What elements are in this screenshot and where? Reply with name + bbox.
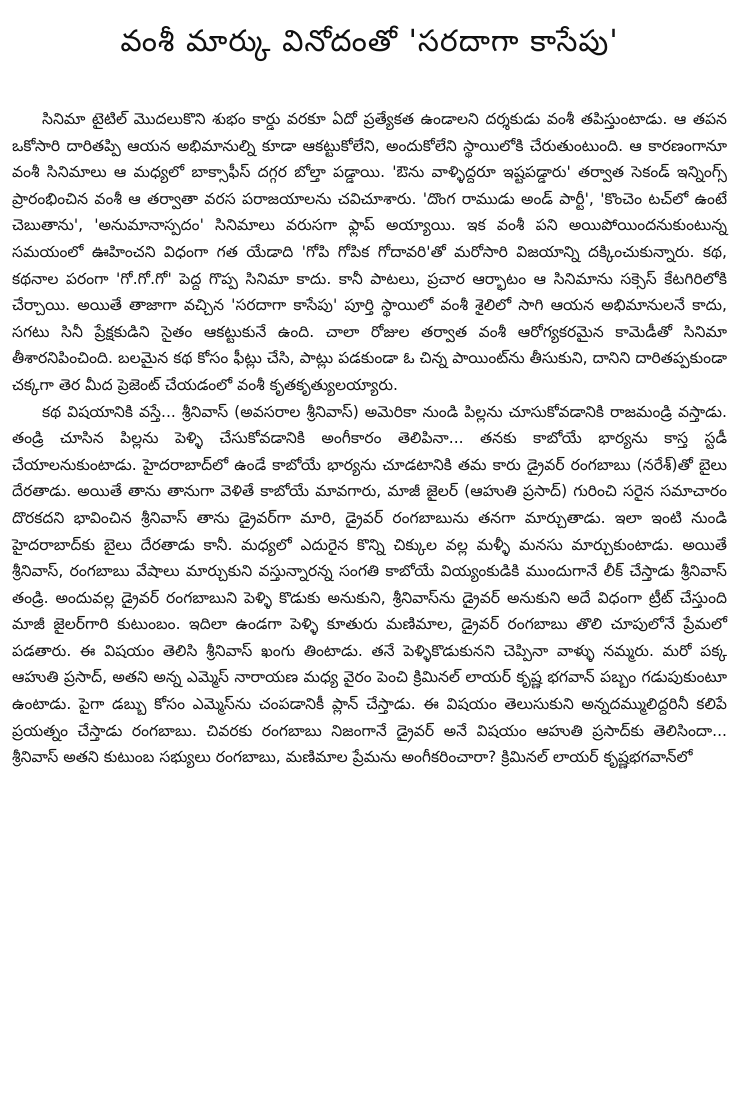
article-title: వంశీ మార్కు వినోదంతో 'సరదాగా కాసేపు'	[120, 24, 619, 59]
article-paragraph-2: కథ విషయానికి వస్తే... శ్రీనివాస్ (అవసరాల శ్రీనివాస్) అమెరికా నుండి పిల్లను చూసుకోవడానికి రాజమండ్రి వస్తాడు. తండ్రి చూసిన పిల్లను పెళ్ళి చేసుకోవడానికి అంగీకారం తెలిపినా... తనకు కాబోయే భార్యను కాస్త స్టడీ చేయాలనుకుంటాడు. హైదరాబాద్‌లో ఉండే కాబోయే భార్యను చూడటానికి తమ కారు డ్రైవర్ రంగబాబు (నరేశ్)తో బైలు దేరతాడు. అయితే తాను తానుగా వెళితే కాబోయే మావగారు, మాజీ జైలర్ (ఆహుతి ప్రసాద్) గురించి సరైన సమాచారం దొరకదని భావించిన శ్రీనివాస్ తాను డ్రైవర్‌గా మారి, డ్రైవర్ రంగబాబును తనగా మార్చుతాడు. ఇలా ఇంటి నుండి హైదరాబాద్‌కు బైలు దేరతాడు కానీ. మధ్యలో ఎదురైన కొన్ని చిక్కుల వల్ల మళ్ళీ మనసు మార్చుకుంటాడు. అయితే శ్రీనివాస్, రంగబాబు వేషాలు మార్చుకుని వస్తున్నారన్న సంగతి కాబోయే వియ్యంకుడికి ముందుగానే లీక్ చేస్తాడు శ్రీనివాస్ తండ్రి. అందువల్ల డ్రైవర్ రంగబాబుని పెళ్ళి కొడుకు అనుకుని, శ్రీనివాస్‌ను డ్రైవర్ అనుకుని అదే విధంగా ట్రీట్ చేస్తుంది మాజీ జైలర్‌గారి కుటుంబం. ఇదిలా ఉండగా పెళ్ళి కూతురు మణిమాల, డ్రైవర్ రంగబాబు తొలి చూపులోనే ప్రేమలో పడతారు. ఈ విషయం తెలిసి శ్రీనివాస్ ఖంగు తింటాడు. తనే పెళ్ళికొడుకునని చెప్పినా వాళ్ళు నమ్మరు. మరో పక్క ఆహుతి ప్రసాద్, అతని అన్న ఎమ్మెస్ నారాయణ మధ్య వైరం పెంచి క్రిమినల్ లాయర్ కృష్ణ భగవాన్ పబ్బం గడుపుకుంటూ ఉంటాడు. పైగా డబ్బు కోసం ఎమ్మెస్‌ను చంపడానికీ ప్లాన్ చేస్తాడు. ఈ విషయం తెలుసుకుని అన్నదమ్ములిద్దరినీ కలిపే ప్రయత్నం చేస్తాడు రంగబాబు. చివరకు రంగబాబు నిజంగానే డ్రైవర్ అనే విషయం ఆహుతి ప్రసాద్‌కు తెలిసిందా... శ్రీనివాస్ అతని కుటుంబ సభ్యులు రంగబాబు, మణిమాల ప్రేమను అంగీకరించారా? క్రిమినల్ లాయర్ కృష్ణభగవాన్‌లో	[12, 402, 727, 767]
article-body	[12, 106, 727, 771]
article-paragraph-1: సినిమా టైటిల్ మొదలుకొని శుభం కార్డు వరకూ ఏదో ప్రత్యేకత ఉండాలని దర్శకుడు వంశీ తపిస్తుంటాడు. ఆ తపన ఒకోసారి దారితప్పి ఆయన అభిమానుల్ని కూడా ఆకట్టుకోలేని, అందుకోలేని స్థాయిలోకి చేరుతుంటుంది. ఆ కారణంగానూ వంశీ సినిమాలు ఆ మధ్యలో బాక్సాఫీస్ దగ్గర బోల్తా పడ్డాయి. 'ఔను వాళ్ళిద్దరూ ఇష్టపడ్డారు' తర్వాత సెకండ్ ఇన్నింగ్స్ ప్రారంభించిన వంశీ ఆ తర్వాతా వరస పరాజయాలను చవిచూశారు. 'దొంగ రాముడు అండ్ పార్టీ', 'కొంచెం టచ్‌లో ఉంటే చెబుతాను', 'అనుమానాస్పదం' సినిమాలు వరుసగా ఫ్లాప్ అయ్యాయి. ఇక వంశీ పని అయిపోయిందనుకుంటున్న సమయంలో ఊహించని విధంగా గత యేడాది 'గోపి గోపిక గోదావరి'తో మరోసారి విజయాన్ని దక్కించుకున్నారు. కథ, కథనాల పరంగా 'గో.గో.గో' పెద్ద గొప్ప సినిమా కాదు. కానీ పాటలు, ప్రచార ఆర్భాటం ఆ సినిమాను సక్సెస్ కేటగిరిలోకి చేర్చాయి. అయితే తాజాగా వచ్చిన 'సరదాగా కాసేపు' పూర్తి స్థాయిలో వంశీ శైలిలో సాగి ఆయన అభిమానులనే కాదు, సగటు సినీ ప్రేక్షకుడిని సైతం ఆకట్టుకునే ఉంది. చాలా రోజుల తర్వాత వంశీ ఆరోగ్యకరమైన కామెడీతో సినిమా తీశారనిపించింది. బలమైన కథ కోసం ఫీట్లు చేసి, పాట్లు పడకుండా ఓ చిన్న పాయింట్‌ను తీసుకుని, దానిని దారితప్పకుండా చక్కగా తెర మీద ప్రెజెంట్ చేయడంలో వంశీ కృతకృత్యులయ్యారు.	[12, 110, 727, 394]
